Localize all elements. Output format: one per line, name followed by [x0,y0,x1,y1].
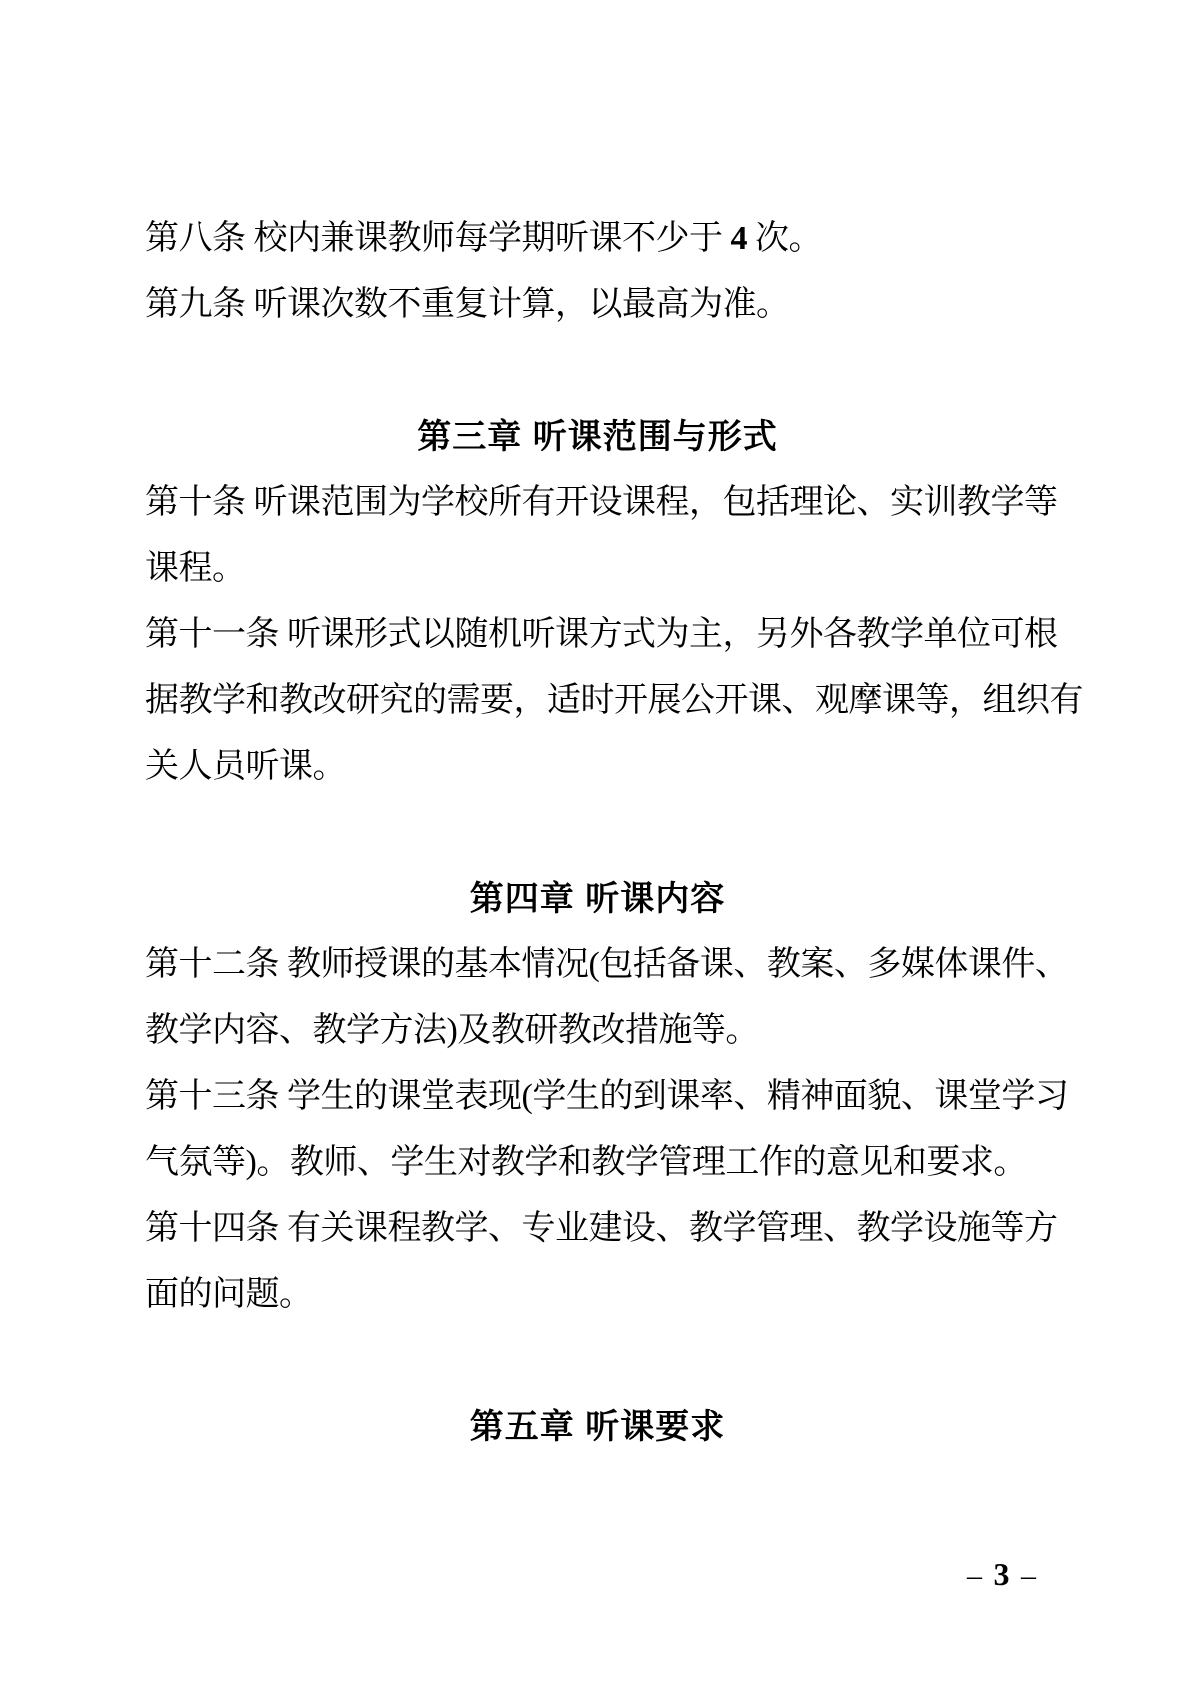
text-line: 第十二条 教师授课的基本情况(包括备课、教案、多媒体课件、 [145,946,1069,983]
text-segment: 次。 [747,220,822,257]
chapter-heading: 第四章 听课内容 [469,880,726,918]
chapter-heading: 第五章 听课要求 [469,1408,726,1446]
text-line: 课程。 [145,550,246,587]
page-number-dash-left: – [967,1559,994,1592]
text-line: 第十三条 学生的课堂表现(学生的到课率、精神面貌、课堂学习 [145,1078,1069,1115]
chapter-heading: 第三章 听课范围与形式 [417,418,778,456]
text-line: 第十条 听课范围为学校所有开设课程，包括理论、实训教学等 [145,484,1058,521]
document-body [145,206,1083,1460]
text-line: 气氛等)。教师、学生对教学和教学管理工作的意见和要求。 [145,1144,1027,1181]
text-line: 据教学和教改研究的需要，适时开展公开课、观摩课等，组织有 [145,682,1083,719]
text-line [145,206,1050,272]
text-line: 教学内容、教学方法)及教研教改措施等。 [145,1012,759,1049]
page-number [967,1556,1038,1593]
text-line: 关人员听课。 [145,748,346,785]
text-line: 第十四条 有关课程教学、专业建设、教学管理、教学设施等方 [145,1210,1058,1247]
text-line: 第十一条 听课形式以随机听课方式为主，另外各教学单位可根 [145,616,1058,653]
text-line: 第九条 听课次数不重复计算，以最高为准。 [145,286,790,323]
text-segment: 第八条 校内兼课教师每学期听课不少于 [145,220,731,257]
page-number-value: 3 [993,1556,1012,1592]
page-number-dash-right: – [1011,1559,1038,1592]
bold-text-segment: 4 [730,220,747,257]
text-line: 面的问题。 [145,1276,313,1313]
